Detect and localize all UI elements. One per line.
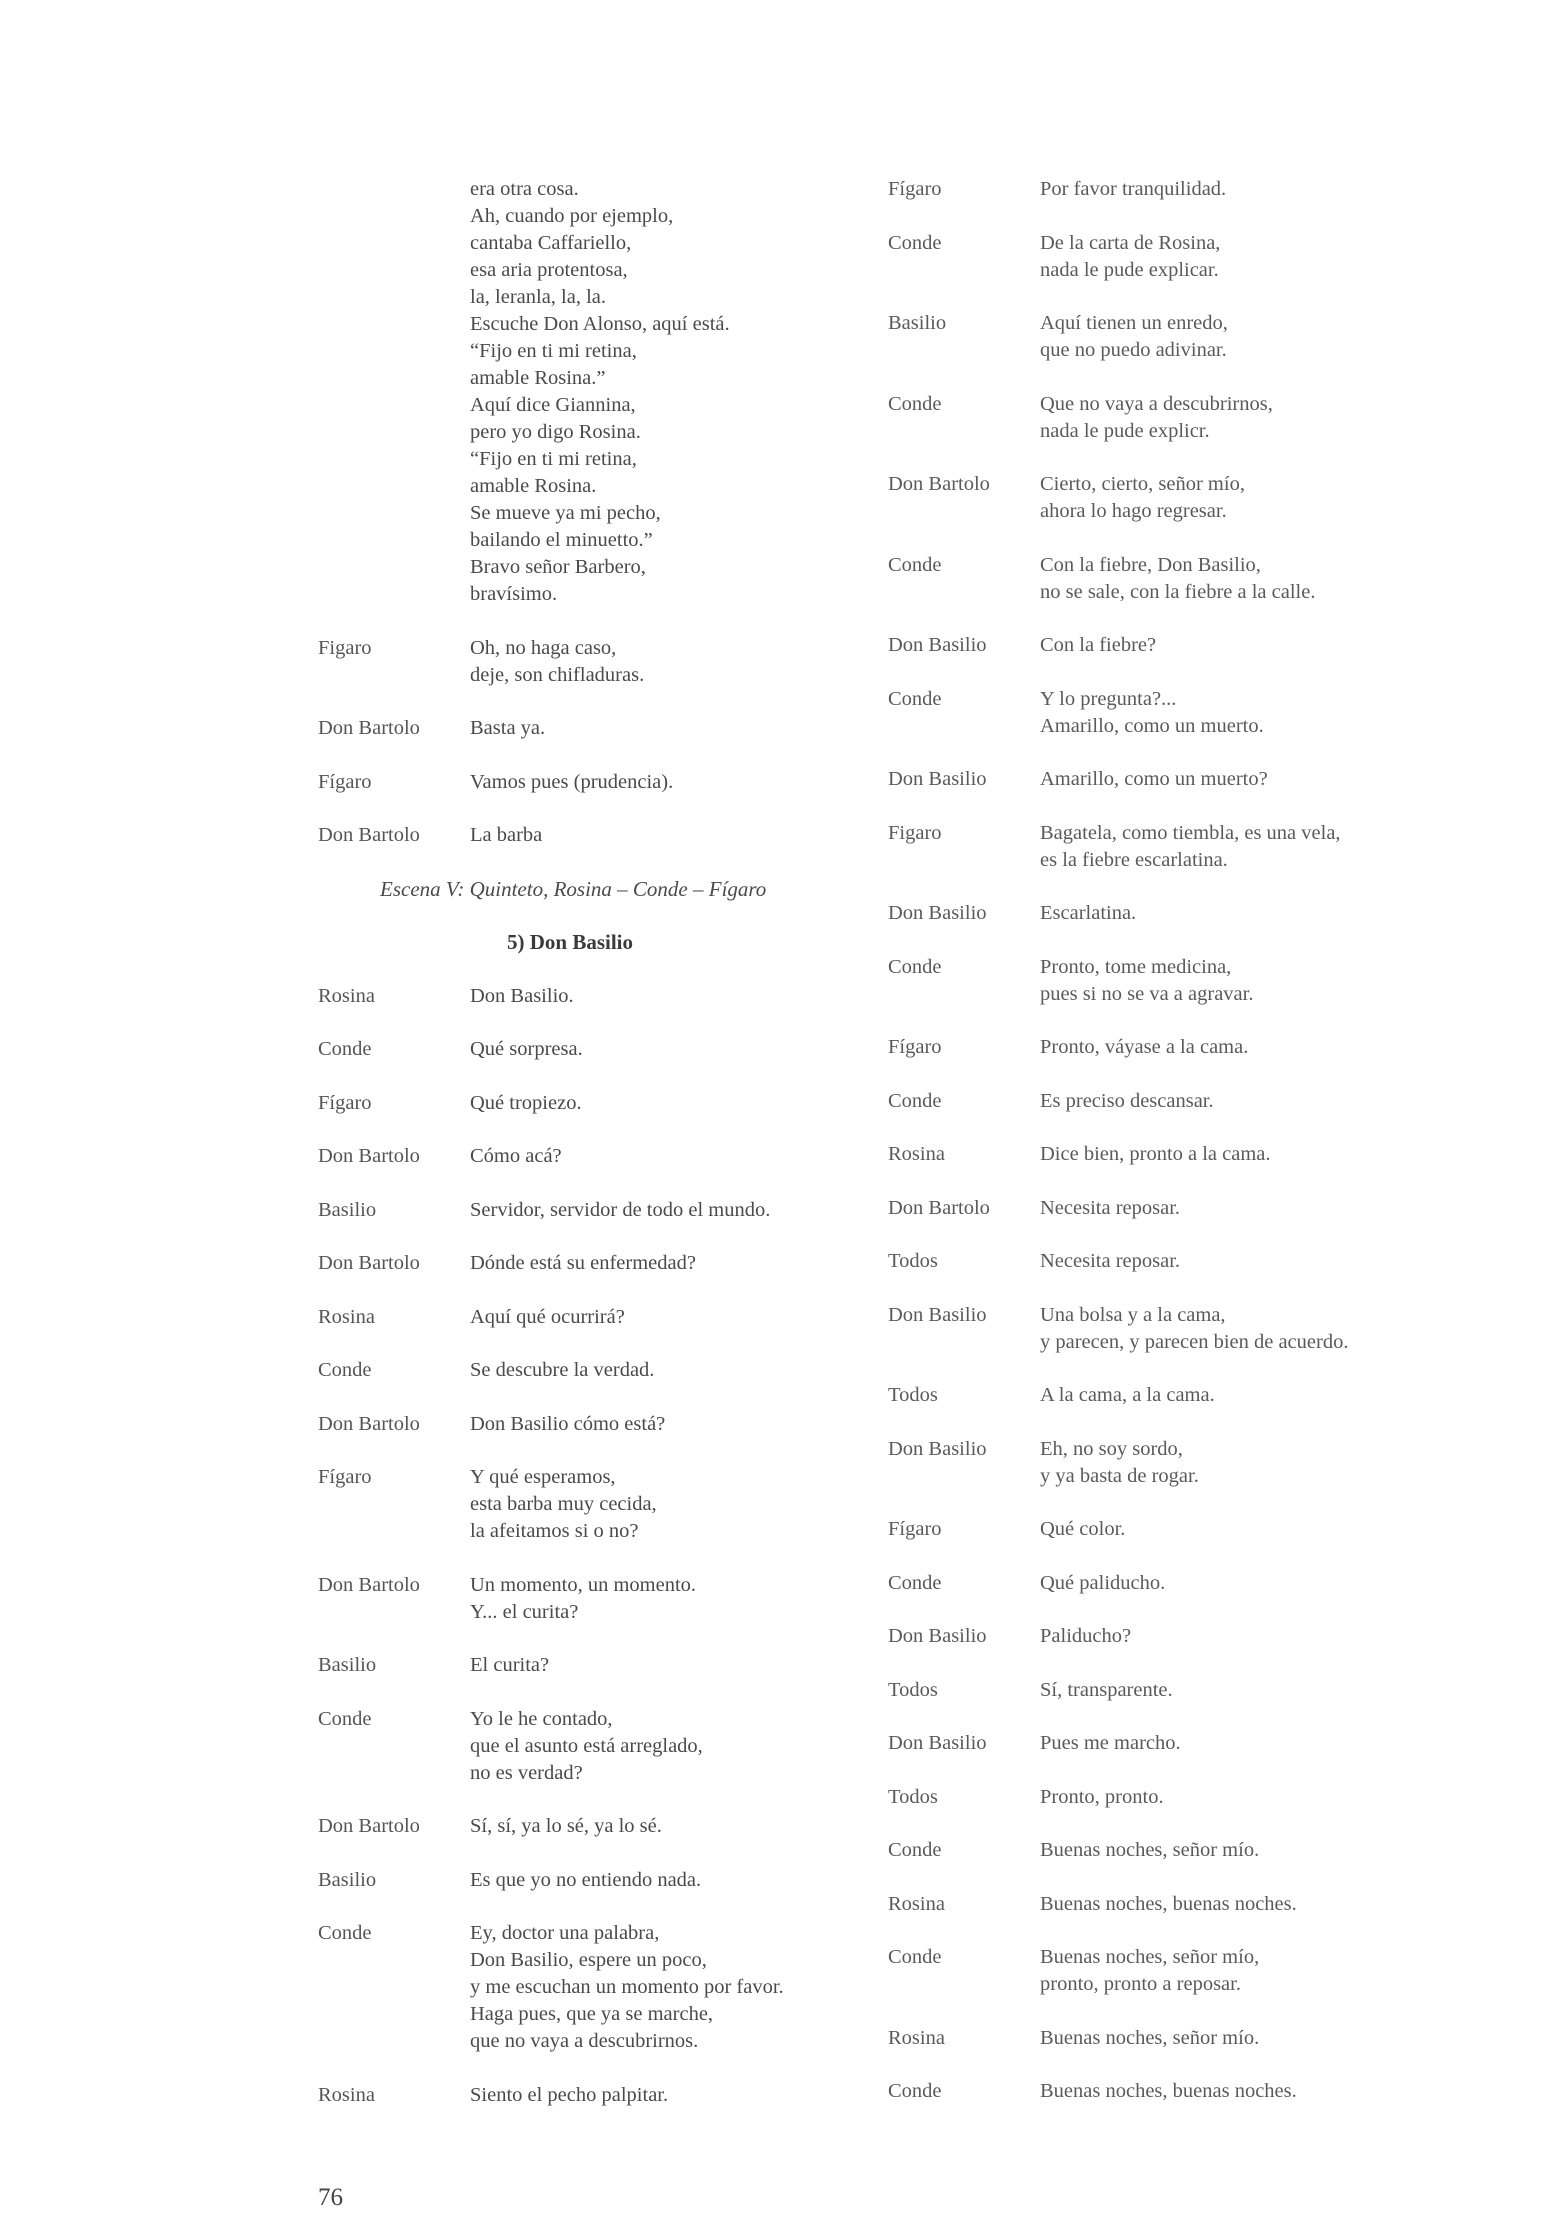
speaker-name: Rosina xyxy=(318,2083,375,2106)
speaker-name: Figaro xyxy=(318,636,372,659)
speaker-name: Conde xyxy=(888,2080,942,2102)
dialogue-line: Don Basilio. xyxy=(470,984,574,1007)
dialogue-line: Amarillo, como un muerto? xyxy=(1040,768,1268,790)
speaker-name: Don Basilio xyxy=(888,1437,987,1460)
dialogue-line: Qué color. xyxy=(1040,1518,1126,1540)
dialogue-line: y ya basta de rogar. xyxy=(1040,1464,1199,1487)
dialogue-line: nada le pude explicr. xyxy=(1040,419,1210,442)
speaker-name: Conde xyxy=(888,1571,942,1594)
speaker-name: Don Basilio xyxy=(888,902,987,924)
dialogue-line: Qué sorpresa. xyxy=(470,1038,583,1060)
dialogue-line: Don Basilio, espere un poco, xyxy=(470,1949,707,1971)
speaker-name: Todos xyxy=(888,1785,938,1808)
speaker-name: Don Bartolo xyxy=(318,1252,420,1274)
speaker-name: Fígaro xyxy=(318,1466,372,1488)
dialogue-line: Por favor tranquilidad. xyxy=(1040,178,1227,200)
dialogue-line: cantaba Caffariello, xyxy=(470,232,632,254)
speaker-name: Conde xyxy=(888,1839,942,1861)
dialogue-line: Yo le he contado, xyxy=(470,1707,613,1730)
speaker-name: Basilio xyxy=(318,1654,377,1676)
dialogue-line: bailando el minuetto.” xyxy=(470,529,653,551)
dialogue-line: Paliducho? xyxy=(1040,1625,1132,1647)
dialogue-line: Qué paliducho. xyxy=(1040,1571,1166,1594)
speaker-name: Conde xyxy=(888,1089,942,1112)
speaker-name: Rosina xyxy=(888,1143,945,1165)
dialogue-line: Servidor, servidor de todo el mundo. xyxy=(470,1198,771,1221)
speaker-name: Don Bartolo xyxy=(888,1196,990,1219)
dialogue-line: Buenas noches, buenas noches. xyxy=(1040,1892,1297,1915)
dialogue-line: El curita? xyxy=(470,1654,550,1676)
dialogue-line: Siento el pecho palpitar. xyxy=(470,2083,669,2106)
dialogue-line: Aquí qué ocurrirá? xyxy=(470,1305,625,1328)
dialogue-line: Y qué esperamos, xyxy=(470,1466,616,1488)
dialogue-line: y me escuchan un momento por favor. xyxy=(470,1976,784,1998)
speaker-name: Fígaro xyxy=(888,1518,942,1540)
dialogue-line: Necesita reposar. xyxy=(1040,1250,1181,1272)
speaker-name: Conde xyxy=(888,687,942,710)
dialogue-line: Con la fiebre? xyxy=(1040,634,1157,656)
dialogue-line: y parecen, y parecen bien de acuerdo. xyxy=(1040,1330,1349,1353)
speaker-name: Don Basilio xyxy=(888,1732,987,1754)
dialogue-line: Se mueve ya mi pecho, xyxy=(470,502,661,524)
dialogue-line: deje, son chifladuras. xyxy=(470,663,645,686)
dialogue-line: esta barba muy cecida, xyxy=(470,1493,657,1515)
speaker-name: Conde xyxy=(318,1038,372,1060)
dialogue-line: Una bolsa y a la cama, xyxy=(1040,1303,1226,1326)
dialogue-line: “Fijo en ti mi retina, xyxy=(470,448,637,470)
dialogue-line: Buenas noches, señor mío. xyxy=(1040,1839,1260,1861)
dialogue-line: Aquí tienen un enredo, xyxy=(1040,312,1228,334)
speaker-name: Conde xyxy=(318,1359,372,1381)
dialogue-line: nada le pude explicar. xyxy=(1040,258,1219,281)
speaker-name: Don Basilio xyxy=(888,768,987,790)
dialogue-line: Cierto, cierto, señor mío, xyxy=(1040,473,1245,495)
dialogue-line: la afeitamos si o no? xyxy=(470,1520,639,1542)
dialogue-line: pero yo digo Rosina. xyxy=(470,421,641,443)
speaker-name: Conde xyxy=(318,1707,372,1730)
dialogue-line: era otra cosa. xyxy=(470,178,579,200)
dialogue-line: que no vaya a descubrirnos. xyxy=(470,2030,699,2052)
dialogue-line: Eh, no soy sordo, xyxy=(1040,1437,1183,1460)
speaker-name: Rosina xyxy=(888,2026,945,2049)
speaker-name: Figaro xyxy=(888,821,942,844)
dialogue-line: Basta ya. xyxy=(470,717,546,739)
speaker-name: Fígaro xyxy=(888,1036,942,1058)
dialogue-line: ahora lo hago regresar. xyxy=(1040,500,1227,522)
dialogue-line: amable Rosina. xyxy=(470,475,597,497)
speaker-name: Don Basilio xyxy=(888,634,987,656)
dialogue-line: Buenas noches, señor mío. xyxy=(1040,2026,1260,2049)
dialogue-line: Se descubre la verdad. xyxy=(470,1359,655,1381)
dialogue-line: Necesita reposar. xyxy=(1040,1196,1181,1219)
dialogue-line: la, leranla, la, la. xyxy=(470,286,607,308)
speaker-name: Rosina xyxy=(888,1892,945,1915)
page-number: 76 xyxy=(318,2184,343,2211)
speaker-name: Basilio xyxy=(318,1198,377,1221)
speaker-name: Don Bartolo xyxy=(318,717,420,739)
speaker-name: Don Bartolo xyxy=(318,1145,420,1167)
speaker-name: Fígaro xyxy=(318,770,372,793)
dialogue-line: Es preciso descansar. xyxy=(1040,1089,1214,1112)
dialogue-line: no se sale, con la fiebre a la calle. xyxy=(1040,580,1316,603)
speaker-name: Conde xyxy=(888,1946,942,1968)
speaker-name: Basilio xyxy=(318,1868,377,1891)
speaker-name: Rosina xyxy=(318,1305,375,1328)
dialogue-line: Amarillo, como un muerto. xyxy=(1040,714,1264,737)
dialogue-line: Y... el curita? xyxy=(470,1600,579,1623)
speaker-name: Don Bartolo xyxy=(318,1412,420,1435)
speaker-name: Conde xyxy=(888,231,942,254)
speaker-name: Conde xyxy=(888,553,942,576)
dialogue-line: Don Basilio cómo está? xyxy=(470,1412,666,1435)
dialogue-line: pronto, pronto a reposar. xyxy=(1040,1973,1241,1995)
dialogue-line: Ey, doctor una palabra, xyxy=(470,1922,660,1944)
dialogue-line: Sí, sí, ya lo sé, ya lo sé. xyxy=(470,1815,662,1837)
speaker-name: Conde xyxy=(888,955,942,978)
dialogue-line: A la cama, a la cama. xyxy=(1040,1384,1215,1406)
dialogue-line: Pronto, tome medicina, xyxy=(1040,955,1232,978)
speaker-name: Don Bartolo xyxy=(318,1815,420,1837)
dialogue-line: Cómo acá? xyxy=(470,1145,562,1167)
dialogue-line: Aquí dice Giannina, xyxy=(470,394,636,416)
speaker-name: Don Bartolo xyxy=(318,1573,420,1596)
dialogue-line: Con la fiebre, Don Basilio, xyxy=(1040,553,1261,576)
dialogue-line: Es que yo no entiendo nada. xyxy=(470,1868,702,1891)
speaker-name: Todos xyxy=(888,1678,938,1701)
dialogue-line: Que no vaya a descubrirnos, xyxy=(1040,392,1273,415)
speaker-name: Don Basilio xyxy=(888,1625,987,1647)
dialogue-line: que el asunto está arreglado, xyxy=(470,1734,703,1757)
dialogue-line: Sí, transparente. xyxy=(1040,1678,1173,1701)
dialogue-line: Dónde está su enfermedad? xyxy=(470,1252,696,1274)
dialogue-line: Pronto, váyase a la cama. xyxy=(1040,1036,1249,1058)
speaker-name: Don Bartolo xyxy=(888,473,990,495)
speaker-name: Fígaro xyxy=(318,1091,372,1114)
dialogue-line: pues si no se va a agravar. xyxy=(1040,982,1254,1005)
number-heading: 5) Don Basilio xyxy=(507,930,634,954)
dialogue-line: Pronto, pronto. xyxy=(1040,1785,1164,1808)
speaker-name: Todos xyxy=(888,1384,938,1406)
dialogue-line: Buenas noches, señor mío, xyxy=(1040,1946,1260,1968)
dialogue-line: bravísimo. xyxy=(470,583,558,605)
dialogue-line: Dice bien, pronto a la cama. xyxy=(1040,1143,1271,1165)
dialogue-line: Vamos pues (prudencia). xyxy=(470,770,674,793)
dialogue-line: “Fijo en ti mi retina, xyxy=(470,340,637,362)
dialogue-line: Ah, cuando por ejemplo, xyxy=(470,205,674,227)
dialogue-line: que no puedo adivinar. xyxy=(1040,339,1227,361)
speaker-name: Todos xyxy=(888,1250,938,1272)
speaker-name: Don Basilio xyxy=(888,1303,987,1326)
dialogue-line: Bagatela, como tiembla, es una vela, xyxy=(1040,821,1341,844)
dialogue-line: Escarlatina. xyxy=(1040,902,1137,924)
speaker-name: Conde xyxy=(888,392,942,415)
dialogue-line: Bravo señor Barbero, xyxy=(470,556,646,578)
dialogue-line: De la carta de Rosina, xyxy=(1040,231,1221,254)
dialogue-line: es la fiebre escarlatina. xyxy=(1040,848,1228,871)
speaker-name: Basilio xyxy=(888,312,947,334)
dialogue-line: Buenas noches, buenas noches. xyxy=(1040,2080,1297,2102)
speaker-name: Don Bartolo xyxy=(318,824,420,846)
dialogue-line: Haga pues, que ya se marche, xyxy=(470,2003,714,2025)
dialogue-line: esa aria protentosa, xyxy=(470,259,628,281)
scene-heading: Escena V: Quinteto, Rosina – Conde – Fígaro xyxy=(380,876,767,901)
dialogue-line: Pues me marcho. xyxy=(1040,1732,1181,1754)
dialogue-line: Escuche Don Alonso, aquí está. xyxy=(470,313,730,335)
dialogue-line: Oh, no haga caso, xyxy=(470,636,617,659)
dialogue-line: La barba xyxy=(470,824,543,846)
dialogue-line: Y lo pregunta?... xyxy=(1040,687,1177,710)
dialogue-line: Qué tropiezo. xyxy=(470,1091,582,1114)
speaker-name: Conde xyxy=(318,1922,372,1944)
dialogue-line: amable Rosina.” xyxy=(470,367,606,389)
speaker-name: Fígaro xyxy=(888,178,942,200)
speaker-name: Rosina xyxy=(318,984,375,1007)
dialogue-line: no es verdad? xyxy=(470,1761,583,1784)
dialogue-line: Un momento, un momento. xyxy=(470,1573,697,1596)
